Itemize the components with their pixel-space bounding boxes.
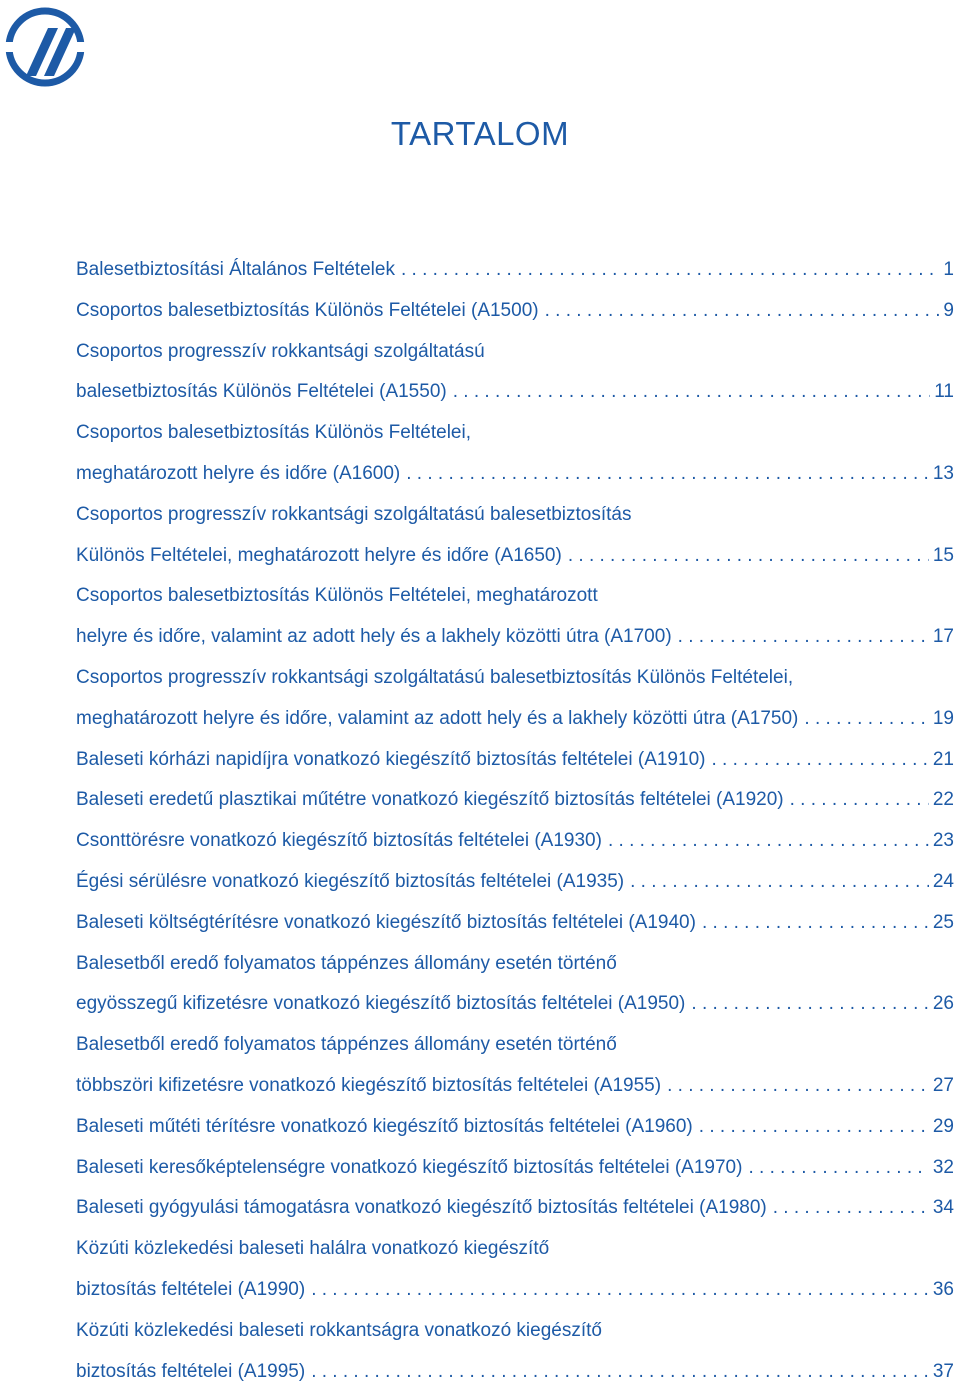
dot-leader: [691, 984, 928, 1025]
toc-entry[interactable]: [76, 495, 954, 577]
toc-entry-line: [76, 1066, 954, 1107]
toc-entry-title: Csoportos balesetbiztosítás Különös Feltételei,: [76, 422, 471, 444]
toc-entry-line: [76, 332, 954, 373]
toc-entry-title: Baleseti keresőképtelenségre vonatkozó kiegészítő biztosítás feltételei (A1970): [76, 1156, 743, 1178]
dot-leader: [311, 1352, 929, 1393]
toc-entry-title: helyre és időre, valamint az adott hely és a lakhely közötti útra (A1700): [76, 626, 672, 648]
toc-page-number: 37: [932, 1360, 954, 1382]
toc-entry[interactable]: [76, 821, 954, 862]
dot-leader: [804, 699, 928, 740]
dot-leader: [667, 1066, 929, 1107]
toc-entry-line: [76, 699, 954, 740]
toc-entry-title: biztosítás feltételei (A1995): [76, 1360, 306, 1382]
toc-entry-line: [76, 413, 954, 454]
toc-page-number: 11: [934, 381, 954, 403]
toc-entry[interactable]: [76, 1188, 954, 1229]
toc-entry[interactable]: [76, 332, 954, 414]
dot-leader: [678, 617, 929, 658]
toc-entry-line: [76, 1229, 954, 1270]
toc-entry[interactable]: [76, 576, 954, 658]
toc-entry-title: egyösszegű kifizetésre vonatkozó kiegészítő biztosítás feltételei (A1950): [76, 993, 686, 1015]
toc-entry-title: Csoportos progresszív rokkantsági szolgáltatású: [76, 340, 485, 362]
page-title: TARTALOM: [390, 115, 570, 152]
toc-entry-line: [76, 576, 954, 617]
dot-leader: [790, 780, 929, 821]
toc-entry-title: meghatározott helyre és időre, valamint az adott hely és a lakhely közötti útra (A1750): [76, 707, 799, 729]
toc-entry-line: [76, 780, 954, 821]
toc-entry-line: [76, 1352, 954, 1393]
toc-entry-title: Baleseti költségtérítésre vonatkozó kiegészítő biztosítás feltételei (A1940): [76, 911, 696, 933]
toc-entry-title: balesetbiztosítás Különös Feltételei (A1550): [76, 381, 447, 403]
toc-page-number: 23: [932, 830, 954, 852]
toc-page-number: 21: [932, 748, 954, 770]
toc-page-number: 25: [932, 911, 954, 933]
toc-entry-line: [76, 944, 954, 985]
toc-page-number: 17: [932, 626, 954, 648]
toc-entry[interactable]: [76, 658, 954, 740]
toc-entry-line: [76, 658, 954, 699]
toc-entry-line: [76, 250, 954, 291]
toc-page-number: 24: [932, 870, 954, 892]
toc-entry-line: [76, 984, 954, 1025]
dot-leader: [699, 1107, 929, 1148]
toc-entry-title: Balesetbiztosítási Általános Feltételek: [76, 259, 395, 280]
dot-leader: [401, 250, 939, 291]
dot-leader: [702, 903, 929, 944]
toc-entry-title: Baleseti kórházi napidíjra vonatkozó kiegészítő biztosítás feltételei (A1910): [76, 748, 706, 770]
toc-entry-title: Csonttörésre vonatkozó kiegészítő biztosítás feltételei (A1930): [76, 830, 602, 852]
toc-entry-line: [76, 536, 954, 577]
toc-entry-line: [76, 740, 954, 781]
toc-entry[interactable]: [76, 291, 954, 332]
toc-entry[interactable]: [76, 862, 954, 903]
dot-leader: [311, 1270, 929, 1311]
dot-leader: [711, 740, 928, 781]
toc-page-number: 29: [932, 1115, 954, 1137]
toc-entry-title: Balesetből eredő folyamatos táppénzes állomány esetén történő: [76, 1034, 617, 1056]
toc-entry[interactable]: [76, 1107, 954, 1148]
toc-entry[interactable]: [76, 250, 954, 291]
dot-leader: [748, 1148, 928, 1189]
toc-entry-title: Közúti közlekedési baleseti halálra vonatkozó kiegészítő: [76, 1238, 550, 1260]
toc-entry-title: Csoportos progresszív rokkantsági szolgáltatású balesetbiztosítás Különös Feltételei,: [76, 666, 794, 688]
dot-leader: [773, 1188, 929, 1229]
toc-entry-line: [76, 1311, 954, 1352]
toc-entry-title: Égési sérülésre vonatkozó kiegészítő biztosítás feltételei (A1935): [76, 870, 625, 892]
toc-page-number: 26: [932, 993, 954, 1015]
toc-entry[interactable]: [76, 944, 954, 1026]
toc-entry-title: Csoportos balesetbiztosítás Különös Feltételei, meghatározott: [76, 585, 598, 607]
toc-entry-title: Balesetből eredő folyamatos táppénzes állomány esetén történő: [76, 952, 617, 974]
toc-entry[interactable]: [76, 1311, 954, 1393]
toc-entry-line: [76, 862, 954, 903]
toc-entry-line: [76, 821, 954, 862]
toc-page-number: 27: [932, 1074, 954, 1096]
table-of-contents: [76, 250, 954, 1392]
dot-leader: [608, 821, 929, 862]
toc-entry-line: [76, 903, 954, 944]
toc-entry[interactable]: [76, 1229, 954, 1311]
toc-entry-title: meghatározott helyre és időre (A1600): [76, 462, 401, 484]
toc-entry-title: biztosítás feltételei (A1990): [76, 1278, 306, 1300]
toc-entry-line: [76, 454, 954, 495]
toc-page-number: 13: [932, 462, 954, 484]
dot-leader: [545, 291, 940, 332]
toc-entry[interactable]: [76, 740, 954, 781]
toc-entry-line: [76, 1148, 954, 1189]
toc-entry-title: Különös Feltételei, meghatározott helyre és időre (A1650): [76, 544, 562, 566]
toc-page-number: 19: [932, 707, 954, 729]
toc-entry[interactable]: [76, 903, 954, 944]
toc-entry-title: többszöri kifizetésre vonatkozó kiegészítő biztosítás feltételei (A1955): [76, 1074, 662, 1096]
toc-entry[interactable]: [76, 1148, 954, 1189]
toc-entry-line: [76, 1025, 954, 1066]
toc-entry-title: Baleseti műtéti térítésre vonatkozó kiegészítő biztosítás feltételei (A1960): [76, 1115, 693, 1137]
toc-entry-line: [76, 372, 954, 413]
dot-leader: [568, 536, 929, 577]
toc-page-number: 32: [932, 1156, 954, 1178]
toc-entry-title: Baleseti gyógyulási támogatásra vonatkozó kiegészítő biztosítás feltételei (A1980): [76, 1197, 767, 1219]
toc-page-number: 15: [932, 544, 954, 566]
toc-entry[interactable]: [76, 413, 954, 495]
toc-entry-line: [76, 1107, 954, 1148]
dot-leader: [453, 372, 931, 413]
toc-entry-title: Csoportos progresszív rokkantsági szolgáltatású balesetbiztosítás: [76, 503, 632, 525]
insurer-logo-icon: [4, 6, 86, 88]
toc-page-number: 1: [943, 259, 954, 280]
dot-leader: [406, 454, 929, 495]
toc-entry-line: [76, 291, 954, 332]
toc-page-number: 9: [943, 299, 954, 321]
toc-entry-line: [76, 495, 954, 536]
dot-leader: [630, 862, 929, 903]
toc-entry-line: [76, 1270, 954, 1311]
toc-page-number: 36: [932, 1278, 954, 1300]
toc-entry[interactable]: [76, 780, 954, 821]
toc-entry[interactable]: [76, 1025, 954, 1107]
toc-page-number: 22: [932, 789, 954, 811]
toc-entry-line: [76, 1188, 954, 1229]
toc-entry-title: Baleseti eredetű plasztikai műtétre vonatkozó kiegészítő biztosítás feltételei (A1920): [76, 789, 784, 811]
toc-page-number: 34: [932, 1197, 954, 1219]
toc-entry-title: Közúti közlekedési baleseti rokkantságra vonatkozó kiegészítő: [76, 1319, 602, 1341]
toc-entry-title: Csoportos balesetbiztosítás Különös Feltételei (A1500): [76, 299, 539, 321]
toc-entry-line: [76, 617, 954, 658]
